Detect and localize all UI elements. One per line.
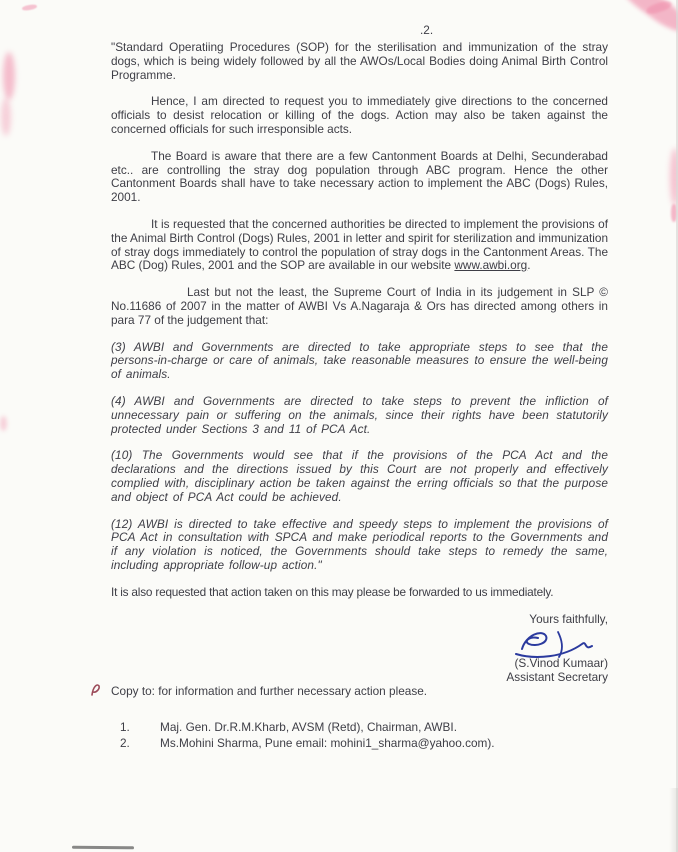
paragraph-closing: It is also requested that action taken on this may please be forwarded to us immediately. [111, 584, 554, 599]
judgement-quote-12: (12) AWBI is directed to take effective and speedy steps to implement the provisions of PCA Act in consultation with SPCA and make periodical reports to the Governments and if any violation is noticed, the Governments should take steps to remedy the same, including appropriate follow-up action." [111, 516, 608, 572]
scan-mark-bottom-line [72, 846, 134, 850]
paragraph-sop: "Standard Operatiing Procedures (SOP) for the sterilisation and immunization of the stray dogs, which is being widely followed by all the AWOs/Local Bodies doing Animal Birth Control Programme. [111, 40, 608, 82]
recipient-text: Maj. Gen. Dr.R.M.Kharb, AVSM (Retd), Chairman, AWBI. [160, 719, 457, 734]
scan-smudge-top-left [22, 4, 38, 12]
signatory-title: Assistant Secretary [506, 670, 608, 685]
judgement-quote-10: (10) The Governments would see that if the provisions of the PCA Act and the declarations and the directions issued by this Court are not properly and effectively complied with, disciplinary action be taken against the erring officials so that the purpose and object of PCA Act could be achieved. [111, 448, 608, 504]
page-number: .2. [420, 23, 434, 37]
paragraph-supreme-court: Last but not the least, the Supreme Court of India in its judgement in SLP © No.11686 of 2007 in the matter of AWBI Vs A.Nagaraja & Ors has directed among others in para 77 of the judgement that: [111, 285, 608, 327]
scan-smudge-left-edge-1 [3, 52, 15, 100]
recipient-number: 2. [120, 736, 130, 751]
recipient-list [111, 721, 608, 752]
signoff-salutation: Yours faithfully, [529, 611, 608, 626]
scan-smudge-left-dot [0, 416, 7, 431]
judgement-quote-4: (4) AWBI and Governments are directed to take steps to prevent the infliction of unnecessary pain or suffering on the animals, since their rights have been statutorily protected under Sections 3 and 11 of PCA Act. [111, 393, 608, 436]
recipient-item-2 [111, 737, 608, 751]
website-link: www.awbi.org [454, 258, 528, 273]
scan-smudge-top-right-2 [645, 0, 673, 16]
paragraph-requested-period: . [527, 258, 531, 273]
paragraph-requested [111, 218, 608, 273]
recipient-number: 1. [120, 719, 130, 734]
signature-block [111, 613, 608, 685]
paragraph-hence: Hence, I am directed to request you to immediately give directions to the concerned officials to desist relocation or killing of the dogs. Action may also be taken against the concerned officials for such irresponsible acts. [111, 94, 608, 136]
letter-body [111, 41, 608, 754]
copy-to-line: Copy to: for information and further necessary action please. [111, 683, 428, 698]
pen-mark-margin [89, 681, 103, 699]
scan-smudge-right-edge-1 [670, 148, 678, 206]
signature-scribble [512, 627, 598, 659]
scan-smudge-left-edge-2 [1, 98, 11, 136]
paragraph-board: The Board is aware that there are a few Cantonment Boards at Delhi, Secunderabad etc.. are controlling the stray dog population through ABC program. Hence the other Cantonment Boards shall have to take necessary action to implement the ABC (Dogs) Rules, 2001. [111, 148, 608, 205]
recipient-text: Ms.Mohini Sharma, Pune email: mohini1_sharma@yahoo.com). [160, 736, 495, 751]
recipient-item-1 [111, 721, 608, 735]
paragraph-requested-text: It is requested that the concerned authorities be directed to implement the provisions of the Animal Birth Control (Dogs) Rules, 2001 in letter and spirit for sterilization and immunization of stray dogs immediately to control the population of stray dogs in the Cantonment Areas. The ABC (Dog) Rules, 2001 and the SOP are available in our website [111, 216, 609, 273]
signatory-name: (S.Vinod Kumaar) [514, 656, 608, 671]
scan-shadow-bottom-right [669, 788, 678, 852]
judgement-quote-3: (3) AWBI and Governments are directed to take appropriate steps to see that the persons-in-charge or care of animals, take reasonable measures to ensure the well-being of animals. [111, 339, 608, 382]
scan-smudge-right-edge-2 [671, 204, 677, 222]
scan-smudge-top-right-1 [615, 0, 678, 37]
